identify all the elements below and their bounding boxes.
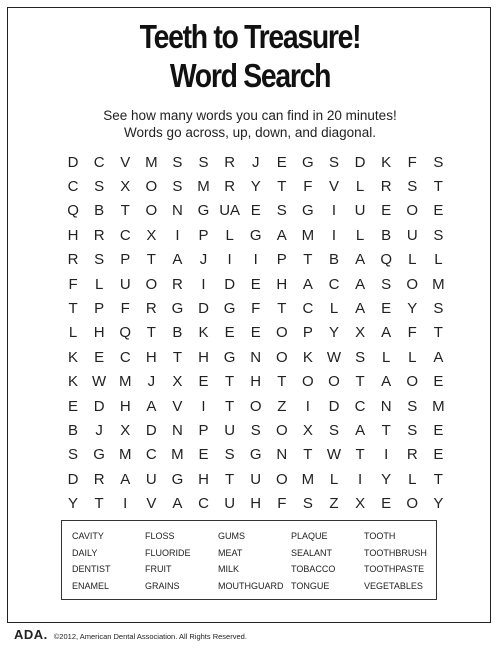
grid-letter: P [276,251,287,269]
grid-letter: O [406,275,419,293]
word-item: TOOTHBRUSH [364,547,427,558]
grid-letter: G [249,226,262,244]
letter-grid [60,150,451,516]
grid-letter: G [197,202,210,220]
grid-letter: T [277,373,287,391]
grid-letter: Q [67,202,79,220]
grid-letter: J [147,373,156,391]
grid-letter: F [120,300,130,318]
grid-letter: UA [219,202,241,220]
grid-letter: I [253,251,258,269]
grid-letter: T [172,348,182,366]
grid-letter: V [328,178,339,196]
grid-letter: S [407,421,418,439]
grid-letter: E [224,324,235,342]
grid-letter: Y [433,495,444,513]
grid-letter: T [225,373,235,391]
grid-letter: I [357,470,363,488]
grid-letter: W [326,446,342,464]
grid-letter: M [432,275,445,293]
grid-letter: L [329,470,339,488]
grid-row [60,370,451,394]
grid-letter: U [145,470,157,488]
grid-letter: P [198,226,209,244]
grid-letter: E [433,446,444,464]
grid-letter: E [433,373,444,391]
word-item: FLOSS [145,531,175,541]
grid-letter: C [198,495,209,513]
grid-letter: L [382,348,391,366]
grid-letter: T [277,178,287,196]
word-item: VEGETABLES [364,580,423,591]
grid-letter: T [68,300,78,318]
grid-letter: O [406,495,419,513]
grid-letter: P [198,421,209,439]
grid-letter: A [172,251,183,269]
word-column [218,531,284,597]
grid-letter: K [68,348,79,366]
grid-letter: I [331,202,337,220]
grid-letter: Y [407,300,418,318]
grid-letter: N [172,202,183,220]
grid-letter: M [145,153,158,171]
grid-letter: A [433,348,444,366]
grid-letter: E [250,275,261,293]
grid-letter: S [198,153,209,171]
grid-letter: S [407,178,418,196]
grid-letter: T [433,470,443,488]
grid-row [60,150,451,174]
grid-letter: Y [328,324,339,342]
grid-letter: U [406,226,418,244]
grid-letter: L [94,275,104,293]
grid-letter: L [225,226,234,244]
grid-letter: T [303,446,313,464]
grid-letter: E [94,348,105,366]
word-item: PLAQUE [291,531,328,541]
grid-letter: T [303,251,313,269]
instructions-line-1: See how many words you can find in 20 minutes! [103,108,397,123]
grid-letter: A [276,226,287,244]
grid-letter: M [118,446,132,464]
grid-letter: D [67,470,79,488]
grid-letter: D [354,153,366,171]
copyright-text: ©2012, American Dental Association. All Rights Reserved. [53,632,247,641]
grid-letter: O [249,397,262,415]
grid-letter: O [406,202,419,220]
grid-letter: K [302,348,313,366]
grid-letter: H [93,324,105,342]
grid-letter: A [120,470,131,488]
grid-letter: O [275,324,288,342]
grid-letter: C [354,397,366,415]
word-column [72,531,111,597]
grid-letter: I [331,226,337,244]
grid-letter: R [93,470,105,488]
grid-letter: E [381,202,392,220]
word-item: TOBACCO [291,564,336,575]
grid-row [60,248,451,272]
grid-letter: H [250,495,262,513]
grid-letter: N [172,421,183,439]
grid-letter: E [250,202,261,220]
grid-letter: B [68,421,79,439]
grid-letter: S [355,348,366,366]
grid-row [60,223,451,247]
grid-letter: T [355,446,365,464]
grid-letter: T [433,178,443,196]
grid-letter: F [277,495,287,513]
word-item: FRUIT [145,564,172,575]
grid-letter: G [302,153,314,171]
grid-letter: N [250,348,262,366]
grid-letter: V [172,397,183,415]
grid-letter: E [198,373,209,391]
grid-letter: S [172,153,183,171]
title-line-2: Word Search [169,57,331,94]
grid-letter: Y [381,470,392,488]
grid-letter: O [302,373,314,391]
grid-letter: O [328,373,340,391]
grid-letter: X [146,226,157,244]
grid-letter: Q [380,251,392,269]
grid-letter: M [301,470,315,488]
grid-letter: O [145,275,158,293]
grid-letter: X [120,421,131,439]
grid-letter: I [305,397,310,415]
grid-letter: E [433,202,444,220]
grid-letter: M [301,226,315,244]
grid-letter: L [408,470,417,488]
grid-letter: R [67,251,79,269]
grid-letter: T [433,324,443,342]
word-item: MOUTHGUARD [218,580,284,591]
grid-letter: C [328,275,340,293]
grid-letter: W [326,348,342,366]
grid-letter: C [119,348,131,366]
grid-letter: N [380,397,392,415]
grid-row [60,199,451,223]
grid-letter: W [92,373,107,391]
grid-letter: R [406,446,418,464]
grid-letter: A [355,275,366,293]
grid-letter: O [145,178,158,196]
grid-letter: G [93,446,105,464]
grid-letter: S [433,153,444,171]
grid-letter: I [201,275,206,293]
grid-row [60,174,451,198]
grid-letter: G [171,470,184,488]
grid-letter: M [171,446,184,464]
grid-letter: T [381,421,391,439]
grid-letter: A [302,275,313,293]
grid-row [60,467,451,491]
grid-letter: O [145,202,158,220]
grid-letter: L [68,324,78,342]
grid-letter: P [94,300,105,318]
grid-letter: V [146,495,157,513]
grid-letter: C [302,300,314,318]
grid-letter: P [120,251,131,269]
grid-row [60,296,451,320]
grid-letter: S [407,397,418,415]
word-item: TOOTHPASTE [364,564,425,575]
grid-letter: I [227,251,232,269]
grid-letter: S [94,251,105,269]
grid-letter: E [198,446,209,464]
grid-letter: X [120,178,131,196]
grid-letter: S [172,178,183,196]
word-item: TONGUE [291,580,330,591]
word-item: GUMS [218,531,245,541]
ada-logo: ADA. [14,627,48,642]
grid-letter: R [93,226,105,244]
grid-letter: R [224,153,236,171]
grid-letter: K [381,153,392,171]
grid-letter: A [146,397,157,415]
grid-letter: H [250,373,262,391]
grid-row [60,443,451,467]
grid-letter: M [432,397,445,415]
grid-row [60,345,451,369]
grid-letter: F [68,275,78,293]
grid-letter: R [224,178,236,196]
grid-letter: J [95,421,103,439]
word-item: GRAINS [145,580,180,591]
grid-letter: O [275,470,288,488]
grid-letter: A [355,251,366,269]
grid-letter: S [94,178,105,196]
grid-letter: I [123,495,128,513]
grid-letter: S [302,495,313,513]
grid-letter: J [251,153,260,171]
grid-letter: G [223,300,236,318]
grid-letter: A [172,495,183,513]
grid-letter: E [433,421,444,439]
grid-letter: C [67,178,79,196]
grid-letter: F [251,300,261,318]
word-item: FLUORIDE [145,547,191,558]
footer [14,627,247,642]
grid-letter: K [68,373,79,391]
grid-letter: U [250,470,262,488]
grid-letter: S [224,446,235,464]
grid-letter: H [276,275,288,293]
grid-letter: X [172,373,183,391]
grid-letter: S [433,226,444,244]
grid-letter: S [381,275,392,293]
grid-letter: H [119,397,131,415]
grid-row [60,272,451,296]
word-item: DAILY [72,547,98,558]
grid-letter: D [145,421,157,439]
grid-letter: D [198,300,209,318]
grid-letter: U [354,202,366,220]
word-item: MEAT [218,547,243,558]
grid-letter: X [355,324,366,342]
grid-letter: P [302,324,313,342]
grid-row [60,321,451,345]
title-line-1: Teeth to Treasure! [139,18,361,55]
grid-letter: O [275,421,288,439]
grid-letter: L [355,178,365,196]
grid-letter: T [146,251,156,269]
grid-letter: C [119,226,131,244]
grid-letter: L [329,300,339,318]
grid-letter: M [118,373,132,391]
grid-letter: V [120,153,131,171]
grid-letter: Z [277,397,287,415]
grid-letter: I [175,226,180,244]
grid-letter: A [355,300,366,318]
grid-letter: L [434,251,443,269]
grid-letter: U [224,495,236,513]
grid-letter: E [276,153,287,171]
grid-row [60,491,451,515]
word-item: CAVITY [72,531,104,541]
grid-letter: Y [68,495,79,513]
grid-letter: T [225,397,235,415]
grid-letter: X [302,421,313,439]
grid-letter: D [224,275,236,293]
grid-letter: J [199,251,208,269]
word-column [364,531,427,597]
word-column [291,531,335,597]
grid-letter: S [68,446,79,464]
grid-letter: Y [250,178,261,196]
grid-letter: S [328,153,339,171]
grid-letter: B [328,251,339,269]
grid-letter: T [225,470,235,488]
grid-letter: R [172,275,183,293]
word-column [145,531,191,597]
grid-letter: G [302,202,314,220]
grid-letter: H [145,348,157,366]
grid-letter: F [407,324,417,342]
grid-letter: O [275,348,288,366]
grid-letter: H [198,348,209,366]
grid-letter: D [93,397,105,415]
grid-letter: G [249,446,262,464]
grid-letter: A [381,324,392,342]
grid-letter: S [328,421,339,439]
grid-letter: H [198,470,209,488]
grid-letter: F [407,153,417,171]
grid-letter: K [198,324,209,342]
grid-letter: H [67,226,79,244]
grid-letter: Z [329,495,339,513]
grid-row [60,394,451,418]
grid-letter: D [67,153,79,171]
grid-letter: D [328,397,340,415]
grid-letter: G [171,300,184,318]
grid-letter: B [381,226,392,244]
grid-letter: T [146,324,156,342]
grid-letter: R [145,300,157,318]
grid-letter: Q [119,324,132,342]
grid-letter: I [201,397,206,415]
grid-letter: U [119,275,131,293]
grid-letter: N [276,446,288,464]
word-item: ENAMEL [72,580,110,591]
word-list-box [61,520,437,600]
grid-letter: E [381,300,392,318]
grid-letter: T [94,495,104,513]
grid-letter: G [223,348,236,366]
grid-letter: O [406,373,419,391]
grid-letter: T [355,373,365,391]
grid-letter: S [276,202,287,220]
grid-letter: X [355,495,366,513]
grid-letter: A [381,373,392,391]
grid-letter: L [408,251,417,269]
grid-letter: T [120,202,130,220]
grid-letter: R [380,178,392,196]
grid-row [60,418,451,442]
instructions-line-2: Words go across, up, down, and diagonal. [124,125,376,140]
grid-letter: M [197,178,210,196]
grid-letter: B [94,202,105,220]
grid-letter: S [433,300,444,318]
grid-letter: A [355,421,366,439]
grid-letter: B [172,324,183,342]
grid-letter: C [145,446,157,464]
word-item: TOOTH [364,531,396,541]
word-item: DENTIST [72,564,111,575]
grid-letter: U [224,421,236,439]
grid-letter: L [408,348,417,366]
grid-letter: I [384,446,389,464]
word-item: MILK [218,564,240,575]
grid-letter: C [93,153,105,171]
grid-letter: T [277,300,287,318]
grid-letter: L [355,226,365,244]
grid-letter: S [250,421,261,439]
word-item: SEALANT [291,547,333,558]
grid-letter: E [68,397,79,415]
grid-letter: E [250,324,261,342]
grid-letter: F [303,178,313,196]
grid-letter: E [381,495,392,513]
